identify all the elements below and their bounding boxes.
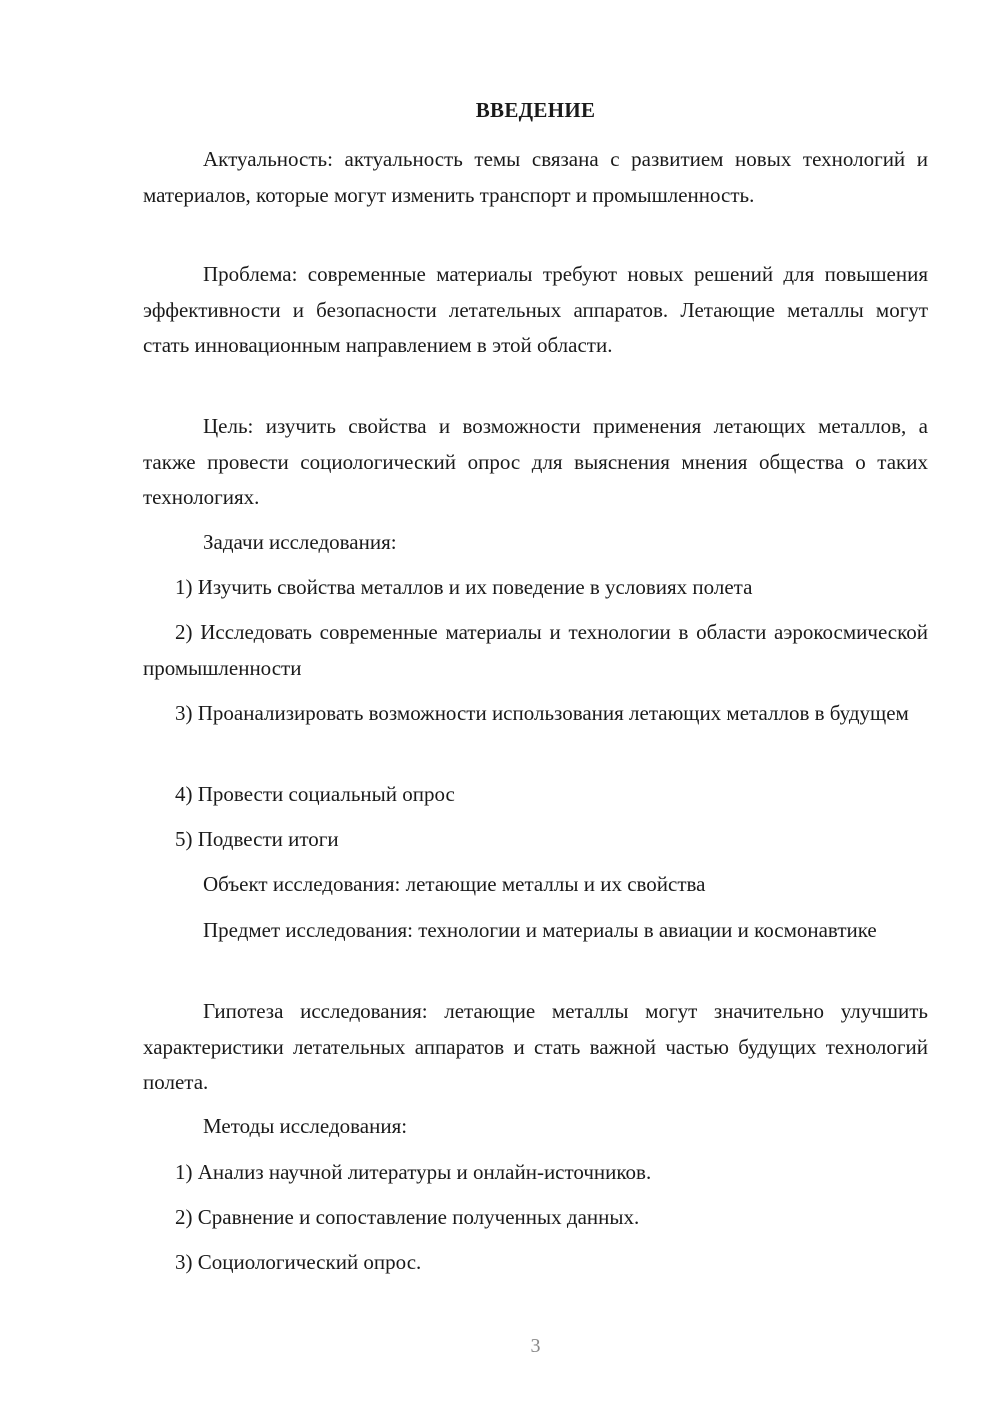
document-page [143,0,928,1414]
method-item-2: 2) Сравнение и сопоставление полученных данных. [175,1205,640,1229]
method-item-3: 3) Социологический опрос. [175,1250,422,1274]
task-item-3: 3) Проанализировать возможности использования летающих металлов в будущем [175,701,909,725]
paragraph-goal: Цель: изучить свойства и возможности применения летающих металлов, а также провести социологический опрос для выяснения мнения общества о таких технологиях. [143,414,928,509]
paragraph-methods-heading: Методы исследования: [203,1114,408,1138]
paragraph-hypothesis: Гипотеза исследования: летающие металлы могут значительно улучшить характеристики летательных аппаратов и стать важной частью будущих технологий полета. [143,999,928,1094]
task-item-4: 4) Провести социальный опрос [175,782,455,806]
paragraph-problem: Проблема: современные материалы требуют новых решений для повышения эффективности и безопасности летательных аппаратов. Летающие металлы могут стать инновационным направлением в этой области. [143,262,928,357]
method-item-1: 1) Анализ научной литературы и онлайн-источников. [175,1160,652,1184]
paragraph-tasks-heading: Задачи исследования: [203,530,397,554]
task-item-5: 5) Подвести итоги [175,827,339,851]
paragraph-object: Объект исследования: летающие металлы и их свойства [203,872,706,896]
paragraph-subject: Предмет исследования: технологии и материалы в авиации и космонавтике [203,918,877,942]
page-number: 3 [530,1335,541,1357]
task-item-2: 2) Исследовать современные материалы и технологии в области аэрокосмической промышленности [143,620,928,680]
section-title: ВВЕДЕНИЕ [475,98,596,122]
task-item-1: 1) Изучить свойства металлов и их поведение в условиях полета [175,575,753,599]
paragraph-relevance: Актуальность: актуальность темы связана с развитием новых технологий и материалов, которые могут изменить транспорт и промышленность. [143,147,928,207]
